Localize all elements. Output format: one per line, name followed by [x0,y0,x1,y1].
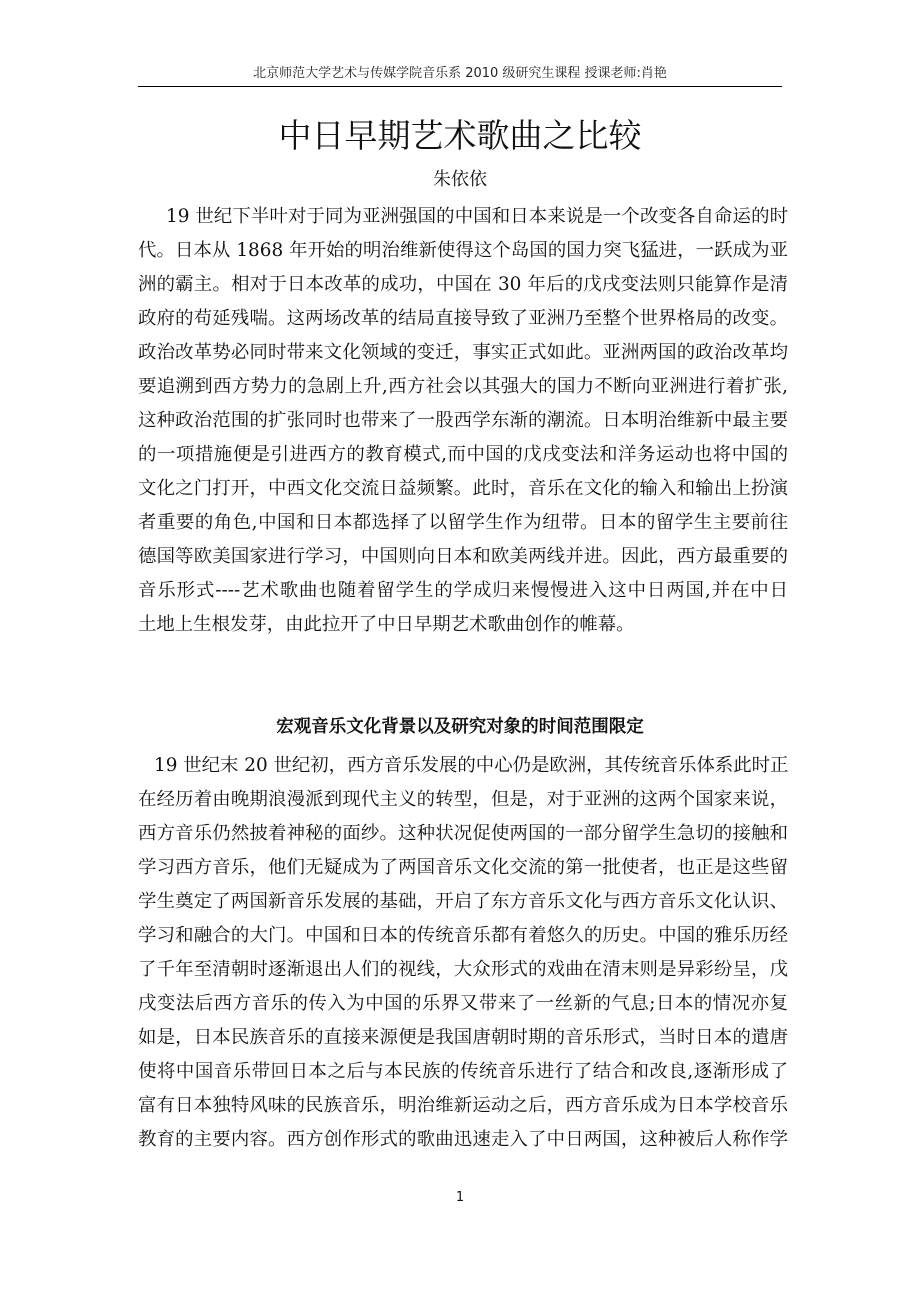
text-line: 文化之门打开，中西文化交流日益频繁。此时，音乐在文化的输入和输出上扮演 [138,478,788,499]
text-line: 19 世纪末 20 世纪初，西方音乐发展的中心仍是欧洲，其传统音乐体系此时正 [154,755,789,776]
text-line: 西方音乐仍然披着神秘的面纱。这种状况促使两国的一部分留学生急切的接触和 [138,823,788,844]
page-number: 1 [455,1190,465,1205]
text-line: 在经历着由晚期浪漫派到现代主义的转型，但是，对于亚洲的这两个国家来说， [138,789,788,810]
text-line: 学习和融合的大门。中国和日本的传统音乐都有着悠久的历史。中国的雅乐历经 [138,925,788,946]
text-line: 代。日本从 1868 年开始的明治维新使得这个岛国的国力突飞猛进，一跃成为亚 [138,240,788,261]
header-rule [138,86,782,87]
text-line: 这种政治范围的扩张同时也带来了一股西学东渐的潮流。日本明治维新中最主要 [138,410,788,431]
text-line: 者重要的角色,中国和日本都选择了以留学生作为纽带。日本的留学生主要前往 [138,512,788,533]
text-line: 富有日本独特风味的民族音乐，明治维新运动之后，西方音乐成为日本学校音乐 [138,1095,788,1116]
text-line: 土地上生根发芽，由此拉开了中日早期艺术歌曲创作的帷幕。 [138,614,635,635]
text-line: 戌变法后西方音乐的传入为中国的乐界又带来了一丝新的气息;日本的情况亦复 [138,993,788,1014]
page-header: 北京师范大学艺术与传媒学院音乐系 2010 级研究生课程 授课老师:肖艳 [253,66,667,81]
document-title: 中日早期艺术歌曲之比较 [278,116,642,155]
text-line: 教育的主要内容。西方创作形式的歌曲迅速走入了中日两国，这种被后人称作学 [138,1129,788,1150]
text-line: 政治改革势必同时带来文化领域的变迁，事实正式如此。亚洲两国的政治改革均 [138,342,788,363]
text-line: 要追溯到西方势力的急剧上升,西方社会以其强大的国力不断向亚洲进行着扩张, [138,376,788,397]
text-line: 音乐形式----艺术歌曲也随着留学生的学成归来慢慢进入这中日两国,并在中日 [138,580,788,601]
paragraph-background [138,749,788,1157]
text-line: 政府的苟延残喘。这两场改革的结局直接导致了亚洲乃至整个世界格局的改变。 [138,308,788,329]
text-line: 德国等欧美国家进行学习，中国则向日本和欧美两线并进。因此，西方最重要的 [138,546,788,567]
paragraph-intro [138,200,788,642]
text-line: 学生奠定了两国新音乐发展的基础，开启了东方音乐文化与西方音乐文化认识、 [138,891,788,912]
text-line: 的一项措施便是引进西方的教育模式,而中国的戊戌变法和洋务运动也将中国的 [138,444,788,465]
author-name: 朱依依 [433,169,487,190]
text-line: 19 世纪下半叶对于同为亚洲强国的中国和日本来说是一个改变各自命运的时 [166,206,788,227]
text-line: 使将中国音乐带回日本之后与本民族的传统音乐进行了结合和改良,逐渐形成了 [138,1061,788,1082]
section-heading: 宏观音乐文化背景以及研究对象的时间范围限定 [276,717,644,737]
text-line: 如是，日本民族音乐的直接来源便是我国唐朝时期的音乐形式，当时日本的遣唐 [138,1027,788,1048]
text-line: 学习西方音乐，他们无疑成为了两国音乐文化交流的第一批使者，也正是这些留 [138,857,788,878]
text-line: 了千年至清朝时逐渐退出人们的视线，大众形式的戏曲在清末则是异彩纷呈，戊 [138,959,788,980]
text-line: 洲的霸主。相对于日本改革的成功，中国在 30 年后的戊戌变法则只能算作是清 [138,274,788,295]
